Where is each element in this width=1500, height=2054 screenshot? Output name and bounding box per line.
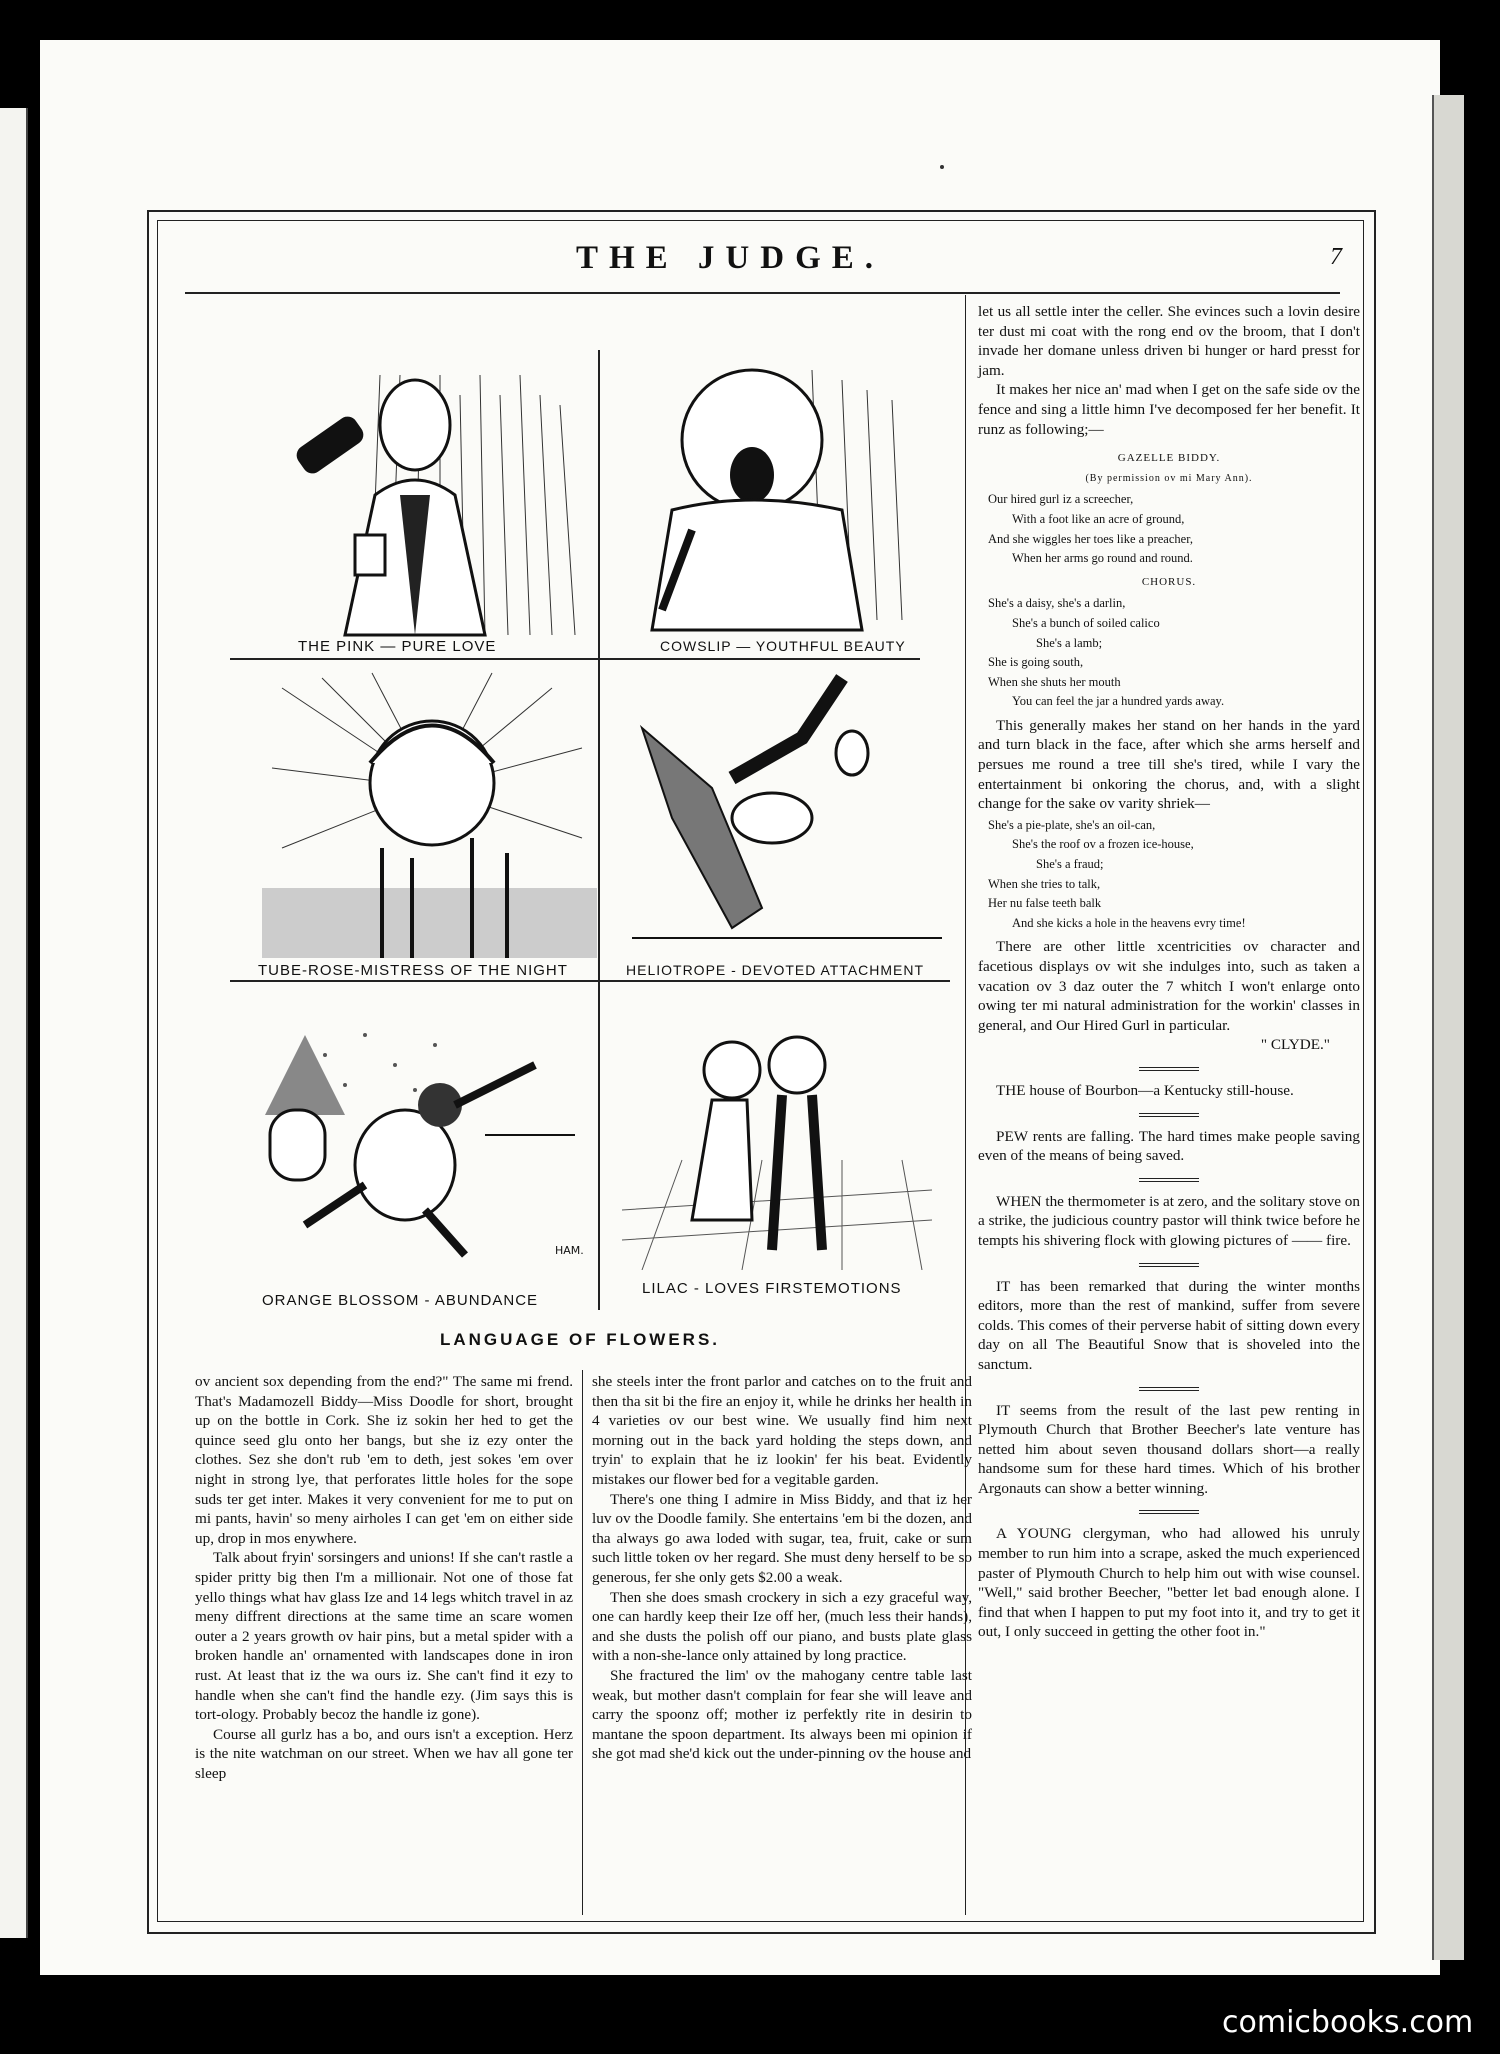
panel-heliotrope-caption: HELIOTROPE - DEVOTED ATTACHMENT	[626, 962, 925, 978]
panel-lilac-illustration	[622, 1010, 932, 1270]
panel-orange-blossom-caption: ORANGE BLOSSOM - ABUNDANCE	[262, 1292, 539, 1309]
separator-rule	[1139, 1067, 1199, 1071]
signature: " CLYDE."	[1260, 1036, 1330, 1054]
column-rule-middle	[582, 1370, 583, 1915]
article-column-3	[978, 302, 1360, 1642]
artist-signature: HAM.	[555, 1244, 584, 1257]
poem-stanza	[988, 490, 1360, 568]
poem-line: Her nu false teeth balk	[988, 896, 1102, 911]
illustration-title: LANGUAGE OF FLOWERS.	[439, 1330, 721, 1349]
poem-chorus	[988, 594, 1360, 712]
panel-pink-illustration	[240, 335, 590, 640]
poem-line: She's a lamb;	[1036, 635, 1103, 650]
page-number: 7	[1330, 244, 1342, 270]
paragraph: There are other little xcentricities ov character and facetious displays ov wit she indulges into, such as taken a vacation ov 3 daz outer the 7 whitch I won't enlarge onto owing ter mi natural administration for the workin' classes in general, and Our Hired Gurl in particular.	[978, 938, 1360, 1034]
poem-line: She's the roof ov a frozen ice-house,	[1012, 837, 1194, 852]
poem-line: She's a bunch of soiled calico	[1012, 615, 1160, 630]
separator-rule	[1139, 1178, 1199, 1182]
paper-speck	[940, 165, 944, 169]
poem-line: She's a fraud;	[1036, 857, 1104, 872]
poem-line: And she wiggles her toes like a preacher,	[988, 531, 1193, 546]
separator-rule	[1139, 1510, 1199, 1514]
poem-line: She is going south,	[988, 655, 1084, 670]
paragraph: IT has been remarked that during the winter months editors, more than the rest of mankind, suffer from severe colds. This comes of their perverse habit of sitting down every day on all The Beautiful Snow that is shoveled into the sanctum.	[978, 1277, 1360, 1373]
paragraph: WHEN the thermometer is at zero, and the solitary stove on a strike, the judicious country pastor will think twice before he tempts his shivering flock with glowing pictures of —— fire.	[978, 1192, 1360, 1249]
paragraph: It makes her nice an' mad when I get on the safe side ov the fence and sing a little himn I've decomposed fer her benefit. It runz as following;—	[978, 381, 1360, 438]
poem-line: With a foot like an acre of ground,	[1012, 511, 1185, 526]
paragraph: There's one thing I admire in Miss Biddy, and that iz her luv ov the Doodle family. She entertains 'em bi the dozen, and tha always go awa loded with sugar, tea, fruit, cake or sum such little token ov her regard. She must deny herself to be so generous, fer she only gets $2.00 a weak.	[592, 1490, 972, 1586]
poem-title: GAZELLE BIDDY.	[1117, 452, 1221, 465]
binding-edge	[1432, 95, 1464, 1960]
paragraph: she steels inter the front parlor and catches on to the fruit and then tha sit bi the fire an enjoy it, while he drinks her health in 4 varieties ov our best wine. We usually find him next morning out in the back yard holding the steps down, and tryin' to explain that he iz lookin' fer his beat. Evidently mistakes our flower bed for a vegitable garden.	[592, 1373, 972, 1488]
paragraph: A YOUNG clergyman, who had allowed his unruly member to run him into a scrape, asked the much experienced paster of Plymouth Church to help him out with wise counsel. "Well," said brother Beecher, "better let bad enough alone. I find that when I happen to put my foot into it, and try to get it out, I only succeed in getting the other foot in."	[978, 1525, 1360, 1641]
panel-lilac-caption: LILAC - LOVES FIRSTEMOTIONS	[642, 1280, 902, 1297]
poem-line: When she tries to talk,	[988, 876, 1101, 891]
separator-rule	[1139, 1387, 1199, 1391]
panel-tuberose-caption: TUBE-ROSE-MISTRESS OF THE NIGHT	[258, 962, 568, 979]
poem-line: You can feel the jar a hundred yards away.	[1012, 694, 1225, 709]
paragraph: Talk about fryin' sorsingers and unions! If she can't rastle a spider pritty big then I'm a millionair. Not one of those fat yello things what hav glass Ize and 14 legs whitch travel in az meny diffrent directions at the same time an scare women outer a 2 years growth ov hair pins, but a metal spider with a broken handle an' ornamented with landscapes done in iron rust. At least that iz the wa ours iz. She can't find it ezy to handle when she can't find the handle ezy. (Jim says this is tort-ology. Probably becoz the handle iz gone).	[195, 1549, 573, 1724]
paragraph: ov ancient sox depending from the end?" The same mi frend. That's Madamozell Biddy—Miss Doodle for short, brought up on the bottle in Cork. She iz sokin her hed to get the quince seed glu onto her bangs, but she iz ezy onter the clothes. Sez she don't rub 'em to deth, jest sokes 'em over night in strong lye, that perforates little holes for the sope suds ter get inter. Makes it very convenient for me to put on mi pants, havin' so meny airholes I can get 'em on either side up, drop in mos enywhere.	[195, 1373, 573, 1547]
article-column-1	[195, 1372, 573, 1783]
poem-line: She's a daisy, she's a darlin,	[988, 596, 1126, 611]
paragraph: Course all gurlz has a bo, and ours isn't a exception. Herz is the nite watchman on our street. When we hav all gone ter sleep	[195, 1725, 573, 1782]
panel-cowslip-caption: COWSLIP — YOUTHFUL BEAUTY	[660, 638, 906, 654]
panel-divider-vertical	[598, 350, 600, 1310]
panel-pink-caption: THE PINK — PURE LOVE	[298, 638, 497, 655]
poem-line: When her arms go round and round.	[1012, 551, 1193, 566]
separator-rule	[1139, 1263, 1199, 1267]
panel-tuberose-illustration	[262, 668, 597, 958]
paragraph: PEW rents are falling. The hard times make people saving even of the means of being saved.	[978, 1127, 1360, 1165]
panel-cowslip-illustration	[612, 340, 912, 638]
poem-line: And she kicks a hole in the heavens evry time!	[1012, 915, 1246, 930]
poem-line: She's a pie-plate, she's an oil-can,	[988, 817, 1156, 832]
paragraph: let us all settle inter the celler. She evinces such a lovin desire ter dust mi coat with the rong end ov the broom, that I don't invade her domane unless driven bi hunger or hard presst for jam.	[978, 303, 1360, 379]
paragraph: THE house of Bourbon—a Kentucky still-house.	[996, 1081, 1294, 1099]
paragraph: She fractured the lim' ov the mahogany centre table last weak, but mother dasn't complain for fear she will leave and carry the spoonz off; mother iz perfektly rite in desirin to mantane the spoon department. Its always been mi opinion if she got mad she'd kick out the under-pinning ov the house and	[592, 1666, 972, 1763]
panel-heliotrope-illustration	[612, 668, 947, 958]
masthead-rule	[185, 292, 1340, 294]
separator-rule	[1139, 1113, 1199, 1117]
paragraph: This generally makes her stand on her hands in the yard and turn black in the face, after which she arms herself and persues me round a tree till she's tired, while I vary the entertainment bi onkoring the chorus, and, with a slight change for the sake ov varity shriek—	[978, 716, 1360, 813]
watermark: comicbooks.com	[1222, 2005, 1474, 2040]
poem-subtitle: (By permission ov mi Mary Ann).	[1085, 472, 1253, 484]
paragraph: IT seems from the result of the last pew renting in Plymouth Church that Brother Beecher's late venture has netted him about seven thousand dollars short—a really handsome sum for these hard times. Which of his brother Argonauts can show a better winning.	[978, 1401, 1360, 1497]
poem-stanza-2	[988, 816, 1360, 934]
paragraph: Then she does smash crockery in sich a ezy graceful way, one can hardly keep their Ize off her, (much less their hands), and she dusts the polish off our piano, and busts plate glass with a non-she-lance only attained by long practice.	[592, 1588, 972, 1665]
panel-divider-row1	[230, 658, 920, 660]
article-column-2	[592, 1372, 972, 1764]
panel-divider-row2	[230, 980, 950, 982]
poem-line: Our hired gurl iz a screecher,	[988, 492, 1134, 507]
masthead-title: THE JUDGE.	[575, 240, 885, 276]
adjacent-page-edge	[0, 108, 28, 1938]
poem-line: When she shuts her mouth	[988, 674, 1121, 689]
panel-orange-blossom-illustration	[245, 995, 585, 1270]
chorus-label: CHORUS.	[1141, 575, 1197, 588]
